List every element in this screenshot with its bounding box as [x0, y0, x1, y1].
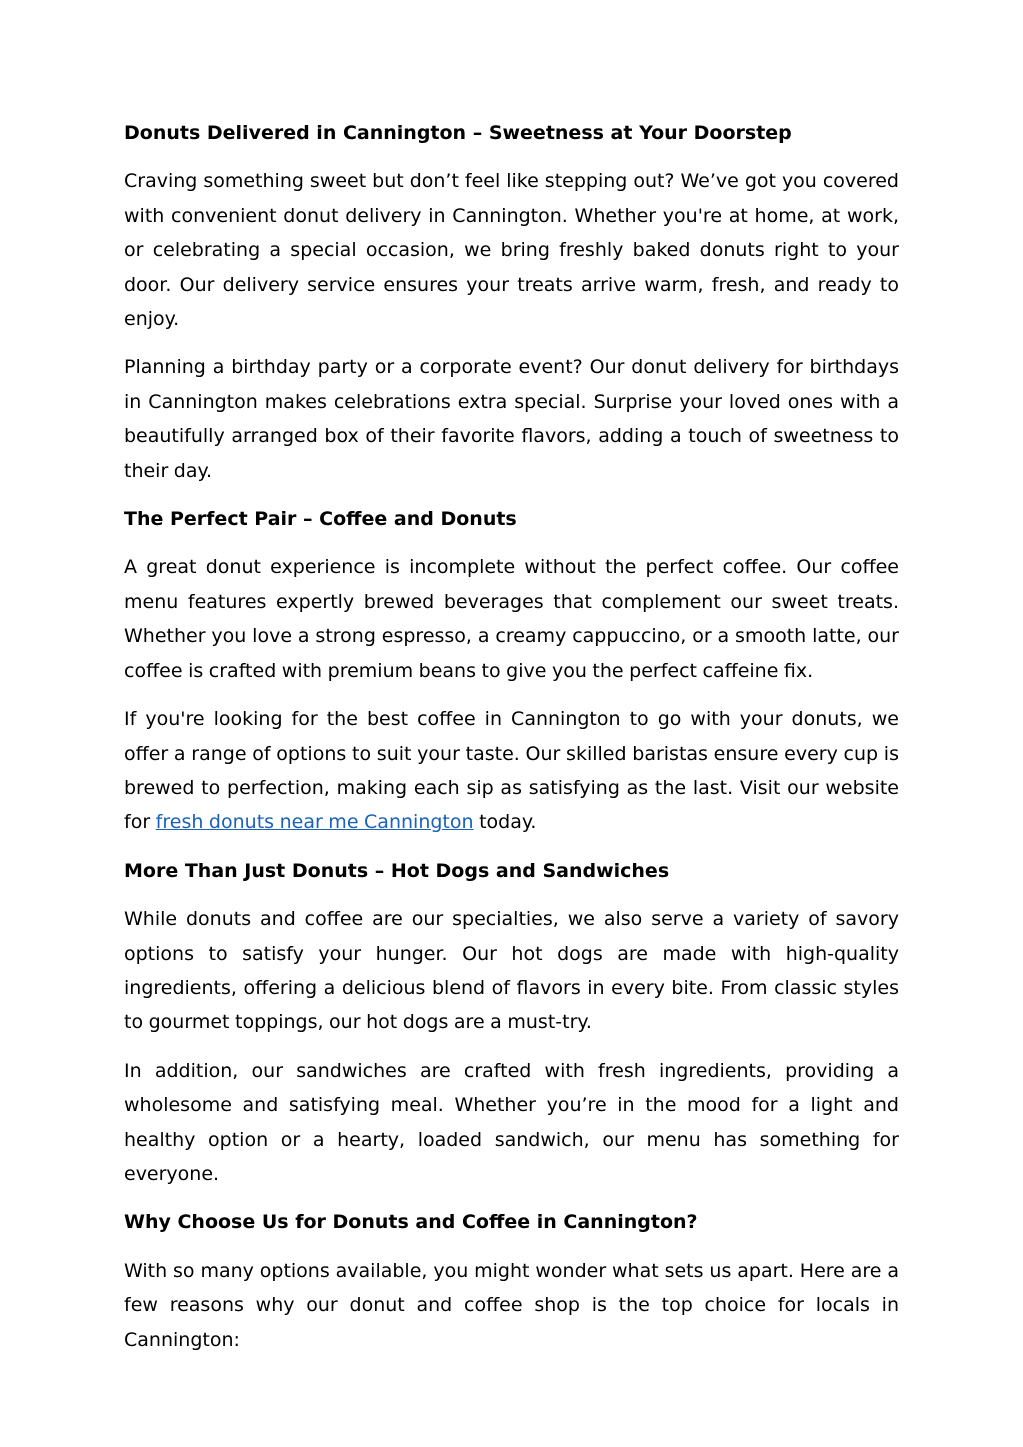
paragraph-hotdogs: While donuts and coffee are our specialties, we also serve a variety of savory options to satisfy your hunger. Our hot dogs are made with high-quality ingredients, offering a delicious blend of flavors in every bite. From classic styles to gourmet toppings, our hot dogs are a must-try.	[124, 908, 899, 1034]
section-heading-hotdogs: More Than Just Donuts – Hot Dogs and Sandwiches	[124, 859, 670, 882]
paragraph-coffee-best-tail: today.	[473, 811, 537, 834]
document-page	[124, 116, 899, 1371]
section-heading-why-choose: Why Choose Us for Donuts and Coffee in Cannington?	[124, 1211, 698, 1234]
paragraph-delivery-birthdays: Planning a birthday party or a corporate event? Our donut delivery for birthdays in Cannington makes celebrations extra special. Surprise your loved ones with a beautifully arranged box of their favorite flavors, adding a touch of sweetness to their day.	[124, 356, 899, 482]
paragraph-delivery-intro: Craving something sweet but don’t feel like stepping out? We’ve got you covered with convenient donut delivery in Cannington. Whether you're at home, at work, or celebrating a special occasion, we bring freshly baked donuts right to your door. Our delivery service ensures your treats arrive warm, fresh, and ready to enjoy.	[124, 170, 899, 331]
fresh-donuts-link[interactable]: fresh donuts near me Cannington	[155, 811, 474, 834]
section-heading-coffee: The Perfect Pair – Coffee and Donuts	[124, 508, 517, 531]
paragraph-why-choose: With so many options available, you might wonder what sets us apart. Here are a few reasons why our donut and coffee shop is the top choice for locals in Cannington:	[124, 1259, 899, 1351]
section-heading-delivery: Donuts Delivered in Cannington – Sweetness at Your Doorstep	[124, 122, 792, 144]
paragraph-coffee-menu: A great donut experience is incomplete without the perfect coffee. Our coffee menu features expertly brewed beverages that complement our sweet treats. Whether you love a strong espresso, a creamy cappuccino, or a smooth latte, our coffee is crafted with premium beans to give you the perfect caffeine fix.	[124, 556, 899, 682]
paragraph-coffee-best-text: If you're looking for the best coffee in Cannington to go with your donuts, we offer a range of options to suit your taste. Our skilled baristas ensure every cup is brewed to perfection, making each sip as satisfying as the last. Visit our website for	[124, 708, 899, 834]
paragraph-sandwiches: In addition, our sandwiches are crafted with fresh ingredients, providing a wholesome and satisfying meal. Whether you’re in the mood for a light and healthy option or a hearty, loaded sandwich, our menu has something for everyone.	[124, 1059, 899, 1185]
paragraph-coffee-best	[124, 702, 899, 840]
